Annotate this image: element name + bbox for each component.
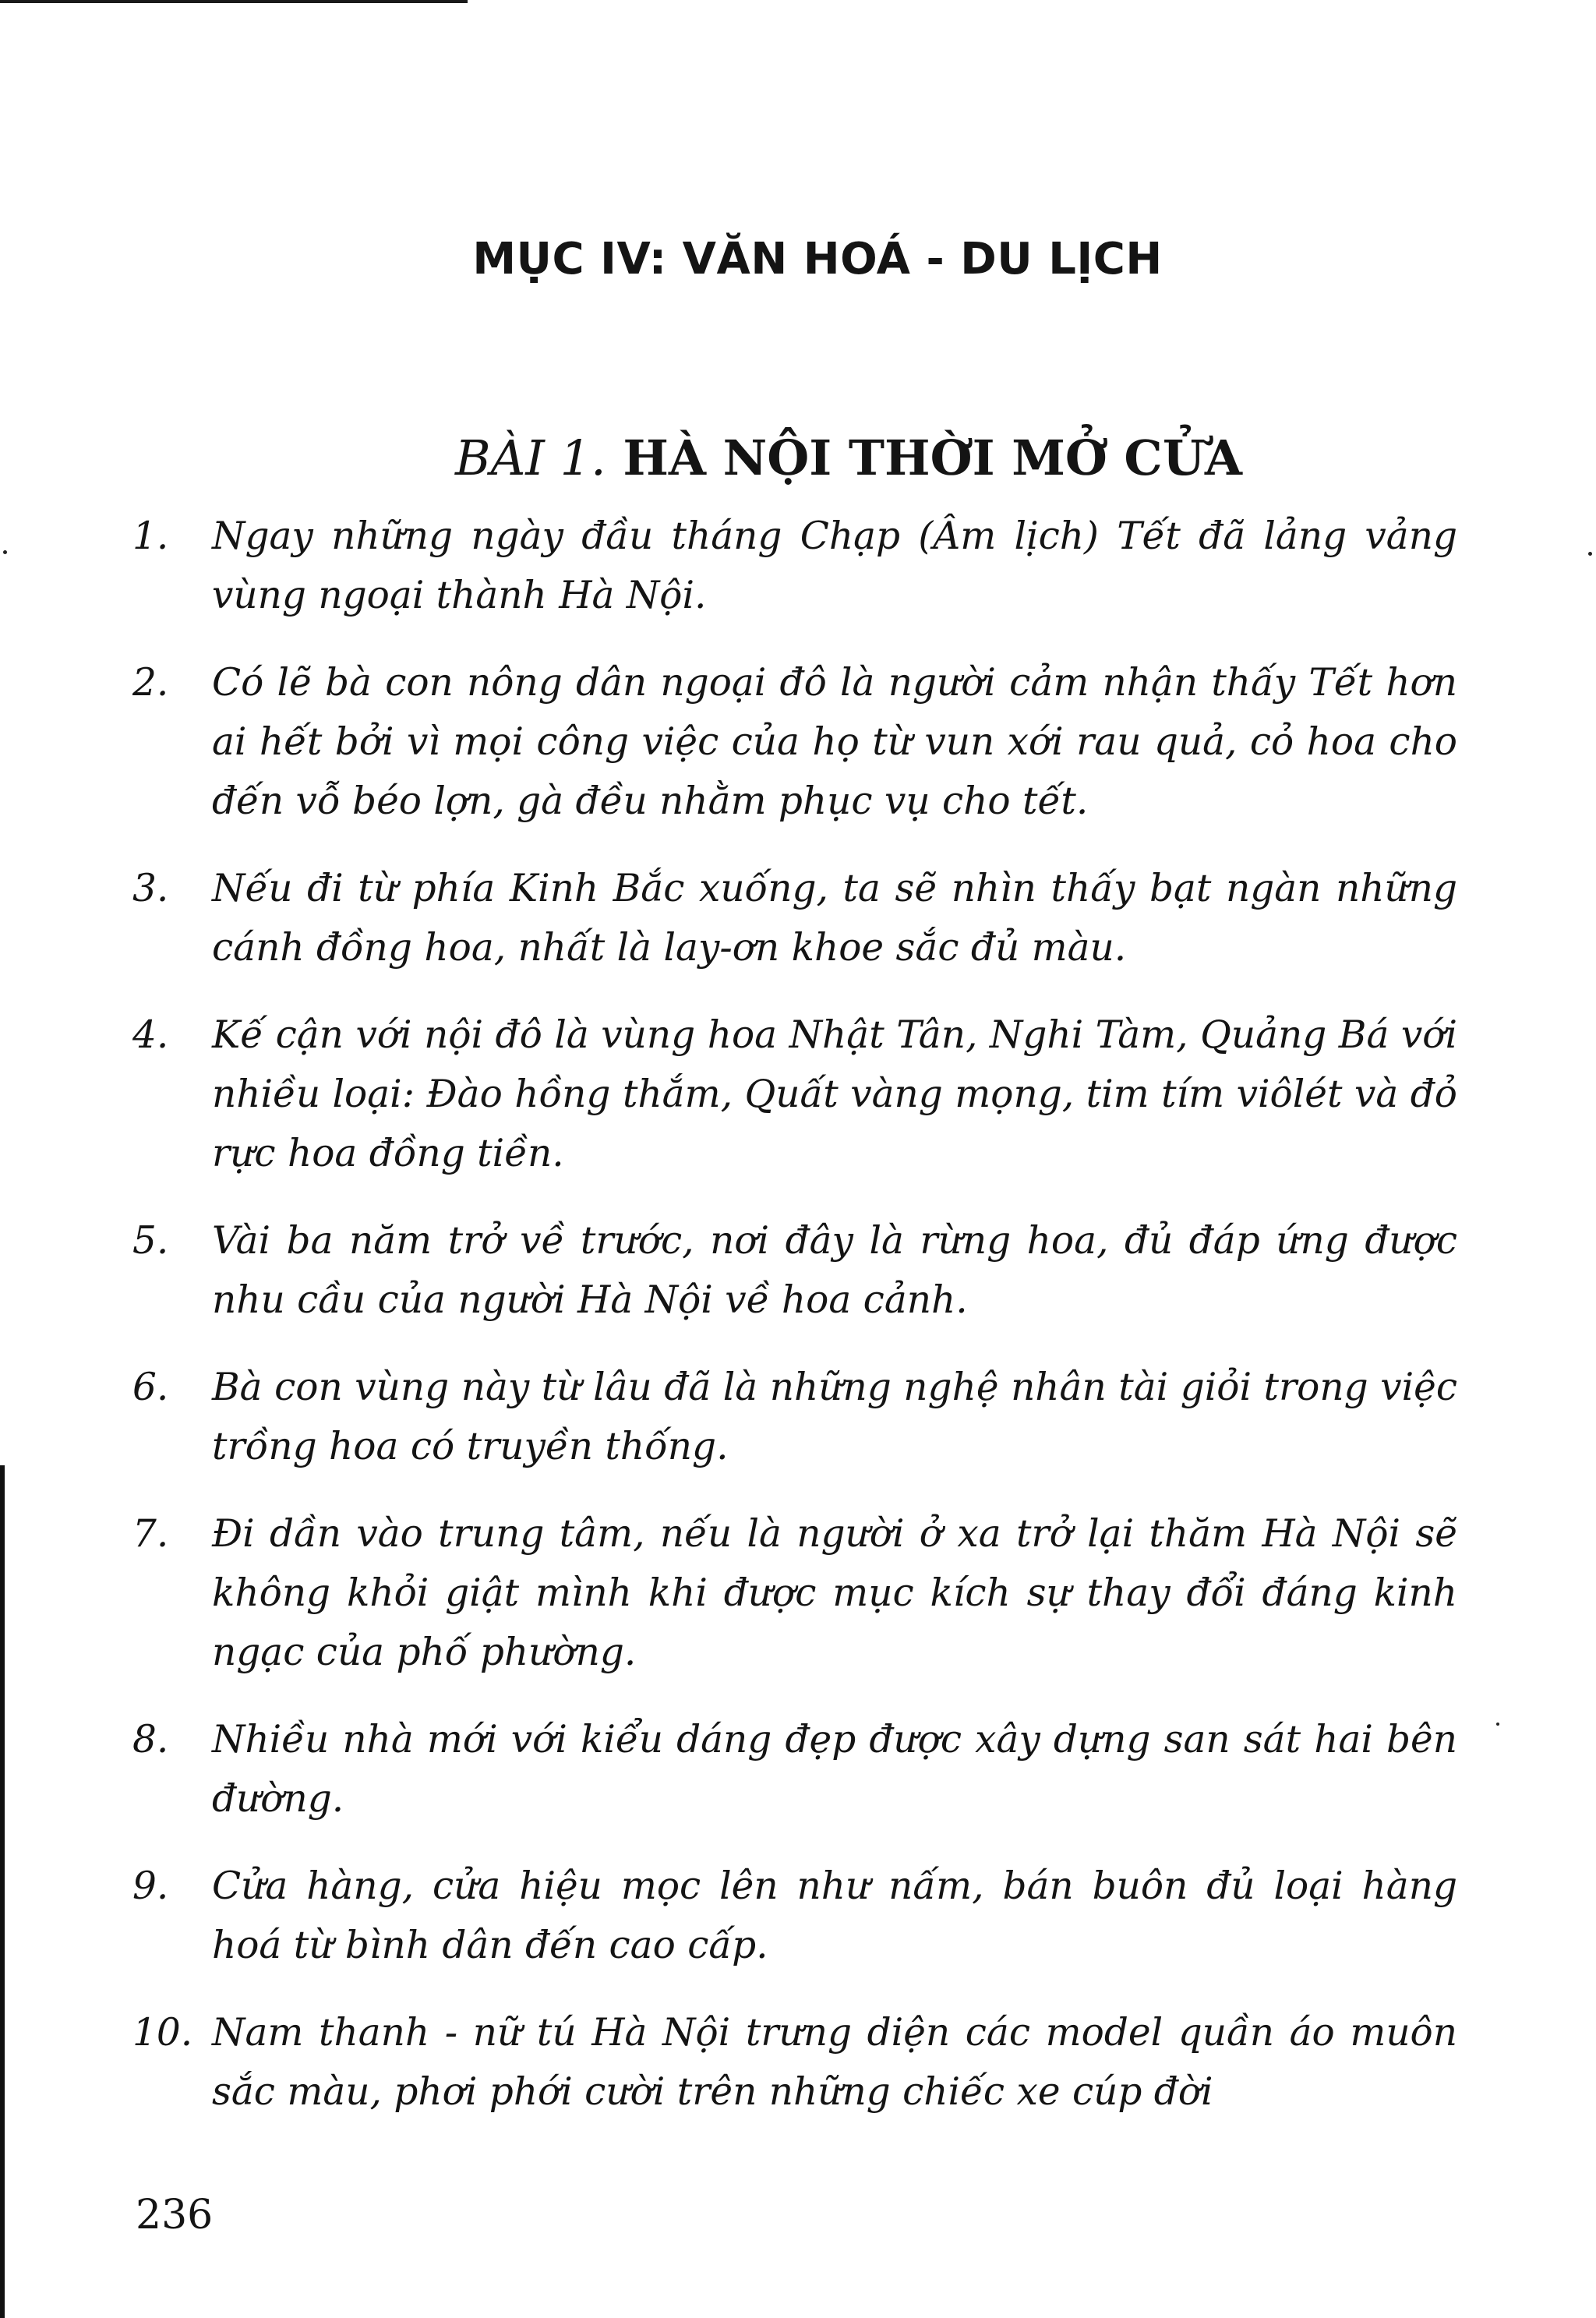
list-item — [132, 859, 1457, 977]
scan-speck — [1588, 552, 1592, 556]
item-text: Bà con vùng này từ lâu đã là những nghệ nhân tài giỏi trong việc trồng hoa có truyền thống. — [212, 1366, 1457, 1468]
item-number: 9. — [132, 1864, 169, 1908]
page-number: 236 — [136, 2192, 214, 2238]
item-text: Nếu đi từ phía Kinh Bắc xuống, ta sẽ nhìn thấy bạt ngàn những cánh đồng hoa, nhất là lay-ơn khoe sắc đủ màu. — [212, 867, 1457, 970]
lesson-name: HÀ NỘI THỜI MỞ CỬA — [623, 429, 1242, 487]
list-item — [132, 507, 1457, 625]
section-heading: MỤC IV: VĂN HOÁ - DU LỊCH — [472, 233, 1163, 284]
list-item — [132, 1005, 1457, 1183]
item-text: Nam thanh - nữ tú Hà Nội trưng diện các model quần áo muôn sắc màu, phơi phới cười trên những chiếc xe cúp đời — [212, 2011, 1457, 2114]
list-item — [132, 1358, 1457, 1476]
item-text: Vài ba năm trở về trước, nơi đây là rừng hoa, đủ đáp ứng được nhu cầu của người Hà Nội về hoa cảnh. — [212, 1219, 1457, 1322]
item-text: Ngay những ngày đầu tháng Chạp (Âm lịch) Tết đã lảng vảng vùng ngoại thành Hà Nội. — [212, 514, 1457, 617]
lesson-title — [0, 429, 1596, 486]
item-number: 4. — [132, 1013, 169, 1057]
item-text: Đi dần vào trung tâm, nếu là người ở xa trở lại thăm Hà Nội sẽ không khỏi giật mình khi được mục kích sự thay đổi đáng kinh ngạc của phố phường. — [212, 1512, 1457, 1674]
sentence-list — [132, 507, 1457, 2150]
item-number: 10. — [132, 2011, 193, 2055]
list-item — [132, 1211, 1457, 1330]
item-number: 5. — [132, 1219, 169, 1263]
list-item — [132, 1504, 1457, 1682]
lesson-prefix: BÀI 1. — [455, 429, 606, 487]
list-item — [132, 653, 1457, 831]
item-number: 8. — [132, 1718, 169, 1761]
list-item — [132, 2003, 1457, 2122]
list-item — [132, 1857, 1457, 1975]
item-text: Cửa hàng, cửa hiệu mọc lên như nấm, bán buôn đủ loại hàng hoá từ bình dân đến cao cấp. — [212, 1864, 1457, 1967]
item-number: 1. — [132, 514, 169, 558]
item-text: Có lẽ bà con nông dân ngoại đô là người cảm nhận thấy Tết hơn ai hết bởi vì mọi công việc của họ từ vun xới rau quả, cỏ hoa cho đến vỗ béo lợn, gà đều nhằm phục vụ cho tết. — [212, 661, 1457, 823]
item-text: Kế cận với nội đô là vùng hoa Nhật Tân, Nghi Tàm, Quảng Bá với nhiều loại: Đào hồng thắm, Quất vàng mọng, tim tím viôlét và đỏ rực hoa đồng tiền. — [212, 1013, 1457, 1175]
item-number: 3. — [132, 867, 169, 910]
item-number: 7. — [132, 1512, 169, 1556]
scan-border-top — [0, 0, 468, 3]
scan-border-left — [0, 1465, 5, 2318]
list-item — [132, 1710, 1457, 1829]
scan-speck — [1496, 1723, 1499, 1726]
item-number: 6. — [132, 1366, 169, 1409]
item-text: Nhiều nhà mới với kiểu dáng đẹp được xây dựng san sát hai bên đường. — [212, 1718, 1457, 1821]
item-number: 2. — [132, 661, 169, 705]
scan-speck — [3, 550, 7, 554]
